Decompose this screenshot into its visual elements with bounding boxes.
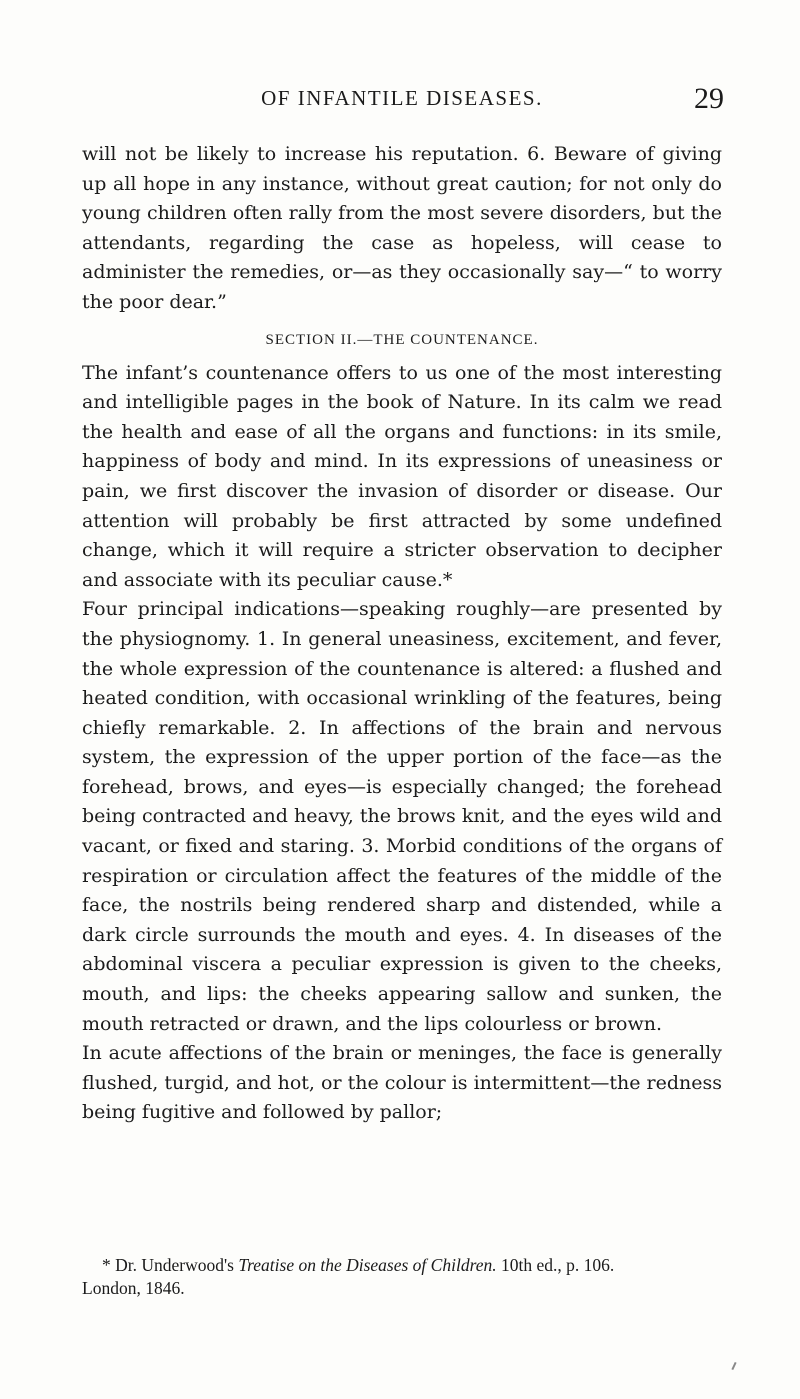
paper-speck [731,1362,736,1370]
page-number: 29 [694,82,724,115]
footnote [82,1254,722,1300]
footnote-imprint: London, 1846. [82,1278,185,1298]
section-heading: SECTION II.—THE COUNTENANCE. [265,331,539,348]
running-head [82,82,722,116]
footnote-mark: * [102,1255,111,1275]
running-title: OF INFANTILE DISEASES. [261,86,543,110]
paragraph-four-indications: Four principal indications—speaking roughly—are presented by the physiognomy. 1. In general uneasiness, excitement, and fever, the whole expression of the countenance is altered: a flushed and heated condition, with occasional wrinkling of the features, being chiefly remarkable. 2. In affections of the brain and nervous system, the expression of the upper portion of the face—as the forehead, brows, and eyes—is especially changed; the forehead being contracted and heavy, the brows knit, and the eyes wild and vacant, or fixed and staring. 3. Morbid conditions of the organs of respiration or circulation affect the features of the middle of the face, the nostrils being rendered sharp and distended, while a dark circle surrounds the mouth and eyes. 4. In diseases of the abdominal viscera a peculiar expression is given to the cheeks, mouth, and lips: the cheeks appearing sallow and sunken, the mouth retracted or drawn, and the lips colourless or brown. [82,598,722,1035]
footnote-edition: 10th ed., p. 106. [501,1255,615,1275]
paragraph-countenance-intro: The infant’s countenance offers to us one of the most interesting and intelligible pages in the book of Nature. In its calm we read the health and ease of all the organs and functions: in its smile, happiness of body and mind. In its expressions of uneasiness or pain, we first discover the invasion of disorder or disease. Our attention will probably be first attracted by some undefined change, which it will require a stricter observation to decipher and associate with its peculiar cause.* [82,361,722,591]
paragraph-acute-affections: In acute affections of the brain or meninges, the face is generally flushed, turgid, and hot, or the colour is intermittent—the redness being fugitive and followed by pallor; [82,1042,722,1124]
paragraph-continuation: will not be likely to increase his reputation. 6. Beware of giving up all hope in any instance, without great caution; for not only do young children often rally from the most severe disorders, but the attendants, regarding the case as hopeless, will cease to administer the remedies, or—as they occasionally say—“ to worry the poor dear.” [82,143,722,313]
footnote-author: Dr. Underwood's [115,1255,234,1275]
footnote-title: Treatise on the Diseases of Children. [238,1255,497,1275]
body-text [82,140,722,1128]
